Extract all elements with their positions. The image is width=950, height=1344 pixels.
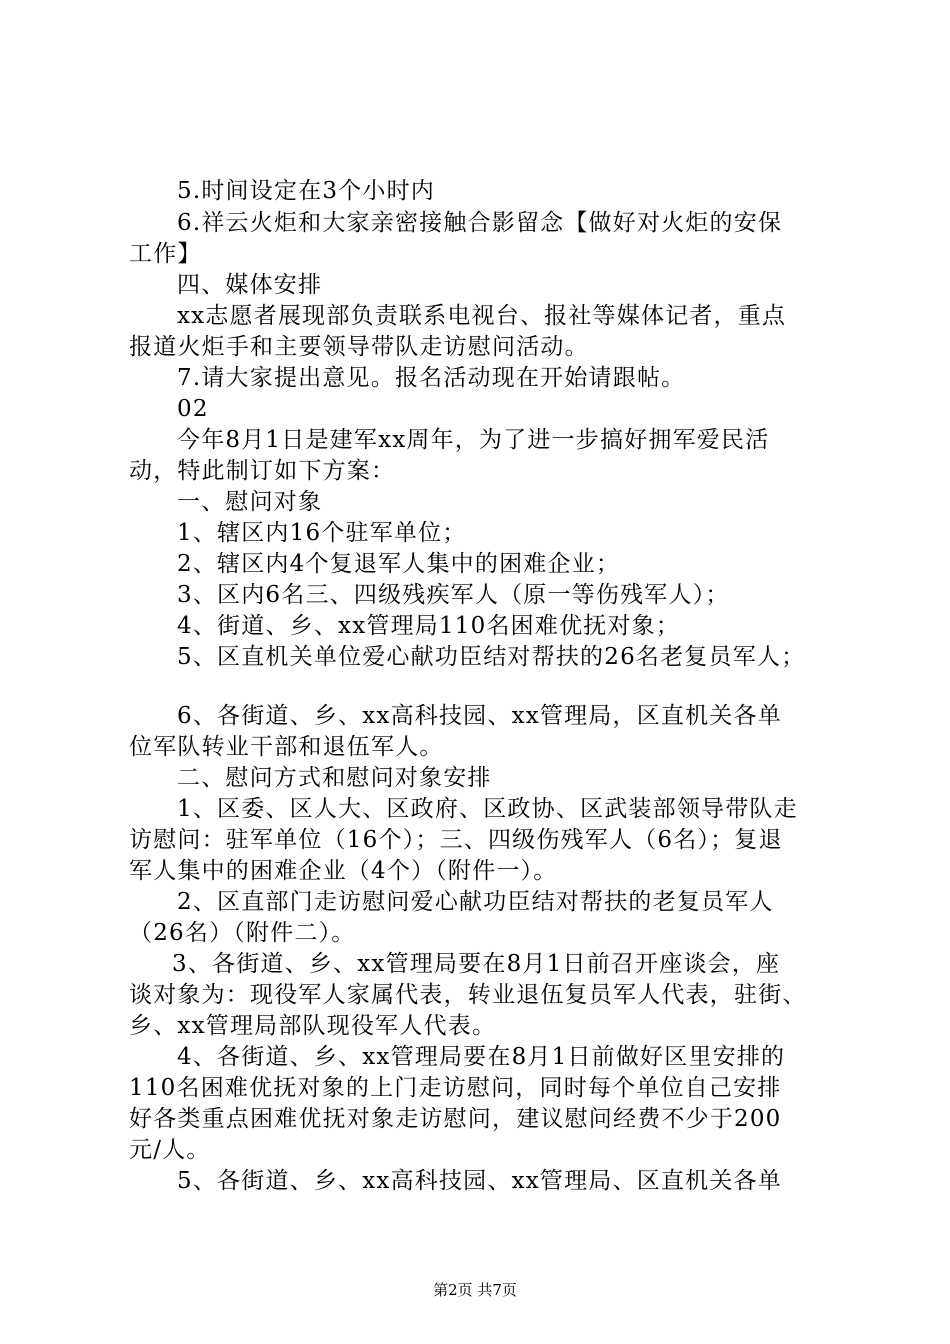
text-line: 军人集中的困难企业（4个）（附件一）。	[129, 858, 558, 884]
text-line: 动，特此制订如下方案：	[129, 458, 396, 484]
list-item: 3、各街道、乡、xx管理局要在8月1日前召开座谈会，座	[172, 951, 781, 977]
text-line: 报道火炬手和主要领导带队走访慰问活动。	[129, 334, 589, 360]
section-heading: 二、慰问方式和慰问对象安排	[177, 765, 492, 791]
list-item: 4、街道、乡、xx管理局110名困难优抚对象；	[177, 613, 681, 639]
list-item: 1、辖区内16个驻军单位；	[177, 520, 467, 546]
text-line: 谈对象为：现役军人家属代表，转业退伍复员军人代表，驻街、	[129, 982, 807, 1008]
text-line: 02	[177, 396, 209, 422]
text-line: 访慰问：驻军单位（16个）；三、四级伤残军人（6名）；复退	[129, 827, 783, 853]
list-item: 2、辖区内4个复退军人集中的困难企业；	[177, 551, 621, 577]
list-item: 3、区内6名三、四级残疾军人（原一等伤残军人）；	[177, 582, 730, 608]
list-item: 5、区直机关单位爱心献功臣结对帮扶的26名老复员军人；	[177, 644, 806, 670]
text-line: 7.请大家提出意见。报名活动现在开始请跟帖。	[177, 365, 686, 391]
page-number-footer: 第2页 共7页	[433, 1281, 517, 1299]
list-item: 4、各街道、乡、xx管理局要在8月1日前做好区里安排的	[177, 1044, 786, 1070]
text-line: 好各类重点困难优抚对象走访慰问，建议慰问经费不少于200	[129, 1106, 782, 1132]
list-item: 6、各街道、乡、xx高科技园、xx管理局，区直机关各单	[177, 703, 782, 729]
text-line: 110名困难优抚对象的上门走访慰问，同时每个单位自己安排	[129, 1075, 782, 1101]
text-line: 今年8月1日是建军xx周年，为了进一步搞好拥军爱民活	[177, 427, 770, 453]
text-line: 乡、xx管理局部队现役军人代表。	[129, 1013, 497, 1039]
text-line: xx志愿者展现部负责联系电视台、报社等媒体记者，重点	[177, 303, 787, 329]
list-item: 5、各街道、乡、xx高科技园、xx管理局、区直机关各单	[177, 1168, 782, 1194]
text-line: 元/人。	[129, 1137, 211, 1163]
text-line: 5.时间设定在3个小时内	[177, 178, 435, 204]
text-line: 6.祥云火炬和大家亲密接触合影留念【做好对火炬的安保	[177, 210, 783, 236]
section-heading: 四、媒体安排	[177, 272, 323, 298]
section-heading: 一、慰问对象	[177, 489, 323, 515]
text-line: 位军队转业干部和退伍军人。	[129, 734, 444, 760]
text-line: 工作】	[129, 241, 202, 267]
list-item: 1、区委、区人大、区政府、区政协、区武装部领导带队走	[177, 796, 798, 822]
list-item: 2、区直部门走访慰问爱心献功臣结对帮扶的老复员军人	[177, 889, 774, 915]
text-line: （26名）（附件二）。	[129, 920, 356, 946]
